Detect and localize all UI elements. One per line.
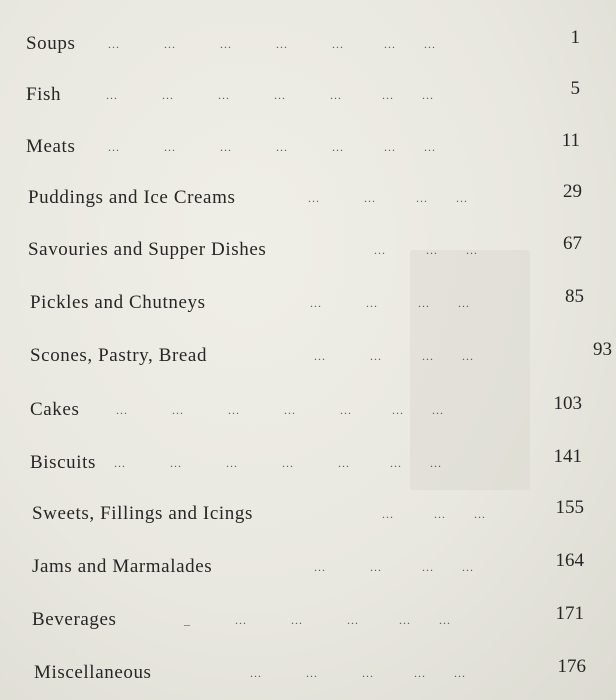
toc-entry-soups [0,27,616,62]
toc-entry-page: 141 [553,446,582,467]
leader-dots: ... ... ... ... ... ... ... [106,88,434,102]
toc-entry-jams [0,550,616,585]
leader-dots: _ ... ... ... ... ... [184,613,451,627]
leader-dots: ... ... ... ... [308,191,468,205]
toc-entry-title: Miscellaneous [34,662,152,683]
toc-entry-title: Meats [26,136,76,157]
toc-entry-page: 5 [570,78,580,99]
toc-entry-sweets [0,497,616,532]
toc-entry-fish [0,78,616,113]
leader-dots: ... ... ... ... [314,560,474,574]
leader-dots: ... ... ... [382,507,486,521]
toc-entry-page: 29 [563,181,582,202]
toc-entry-page: 164 [555,550,584,571]
toc-entry-beverages [0,603,616,638]
toc-entry-cakes [0,393,616,428]
toc-entry-title: Cakes [30,399,80,420]
toc-entry-scones [0,339,616,374]
toc-entry-page: 85 [565,286,584,307]
toc-entry-puddings [0,181,616,216]
toc-entry-pickles [0,286,616,321]
leader-dots: ... ... ... ... ... [250,666,466,680]
leader-dots: ... ... ... ... ... ... ... [108,37,436,51]
toc-entry-title: Beverages [32,609,117,630]
leader-dots: ... ... ... ... ... ... ... [108,140,436,154]
toc-entry-title: Biscuits [30,452,97,473]
toc-entry-page: 171 [555,603,584,624]
toc-entry-title: Puddings and Ice Creams [28,187,236,208]
toc-entry-biscuits [0,446,616,481]
toc-entry-title: Jams and Marmalades [32,556,213,577]
toc-entry-page: 103 [553,393,582,414]
leader-dots: ... ... ... ... ... ... ... [116,403,444,417]
leader-dots: ... ... ... ... [314,349,474,363]
toc-entry-page: 176 [557,656,586,677]
toc-entry-title: Sweets, Fillings and Icings [32,503,253,524]
toc-entry-page: 1 [570,27,580,48]
leader-dots: ... ... ... [374,243,478,257]
toc-entry-page: 155 [555,497,584,518]
leader-dots: ... ... ... ... [310,296,470,310]
toc-entry-title: Soups [26,33,76,54]
toc-entry-title: Savouries and Supper Dishes [28,239,267,260]
toc-entry-meats [0,130,616,165]
toc-entry-title: Pickles and Chutneys [30,292,206,313]
toc-entry-page: 93 [593,339,612,360]
toc-entry-miscellaneous [0,656,616,691]
leader-dots: ... ... ... ... ... ... ... [114,456,442,470]
toc-entry-title: Scones, Pastry, Bread [30,345,208,366]
toc-entry-savouries [0,233,616,268]
toc-entry-page: 67 [563,233,582,254]
toc-entry-page: 11 [561,130,580,151]
toc-entry-title: Fish [26,84,62,105]
